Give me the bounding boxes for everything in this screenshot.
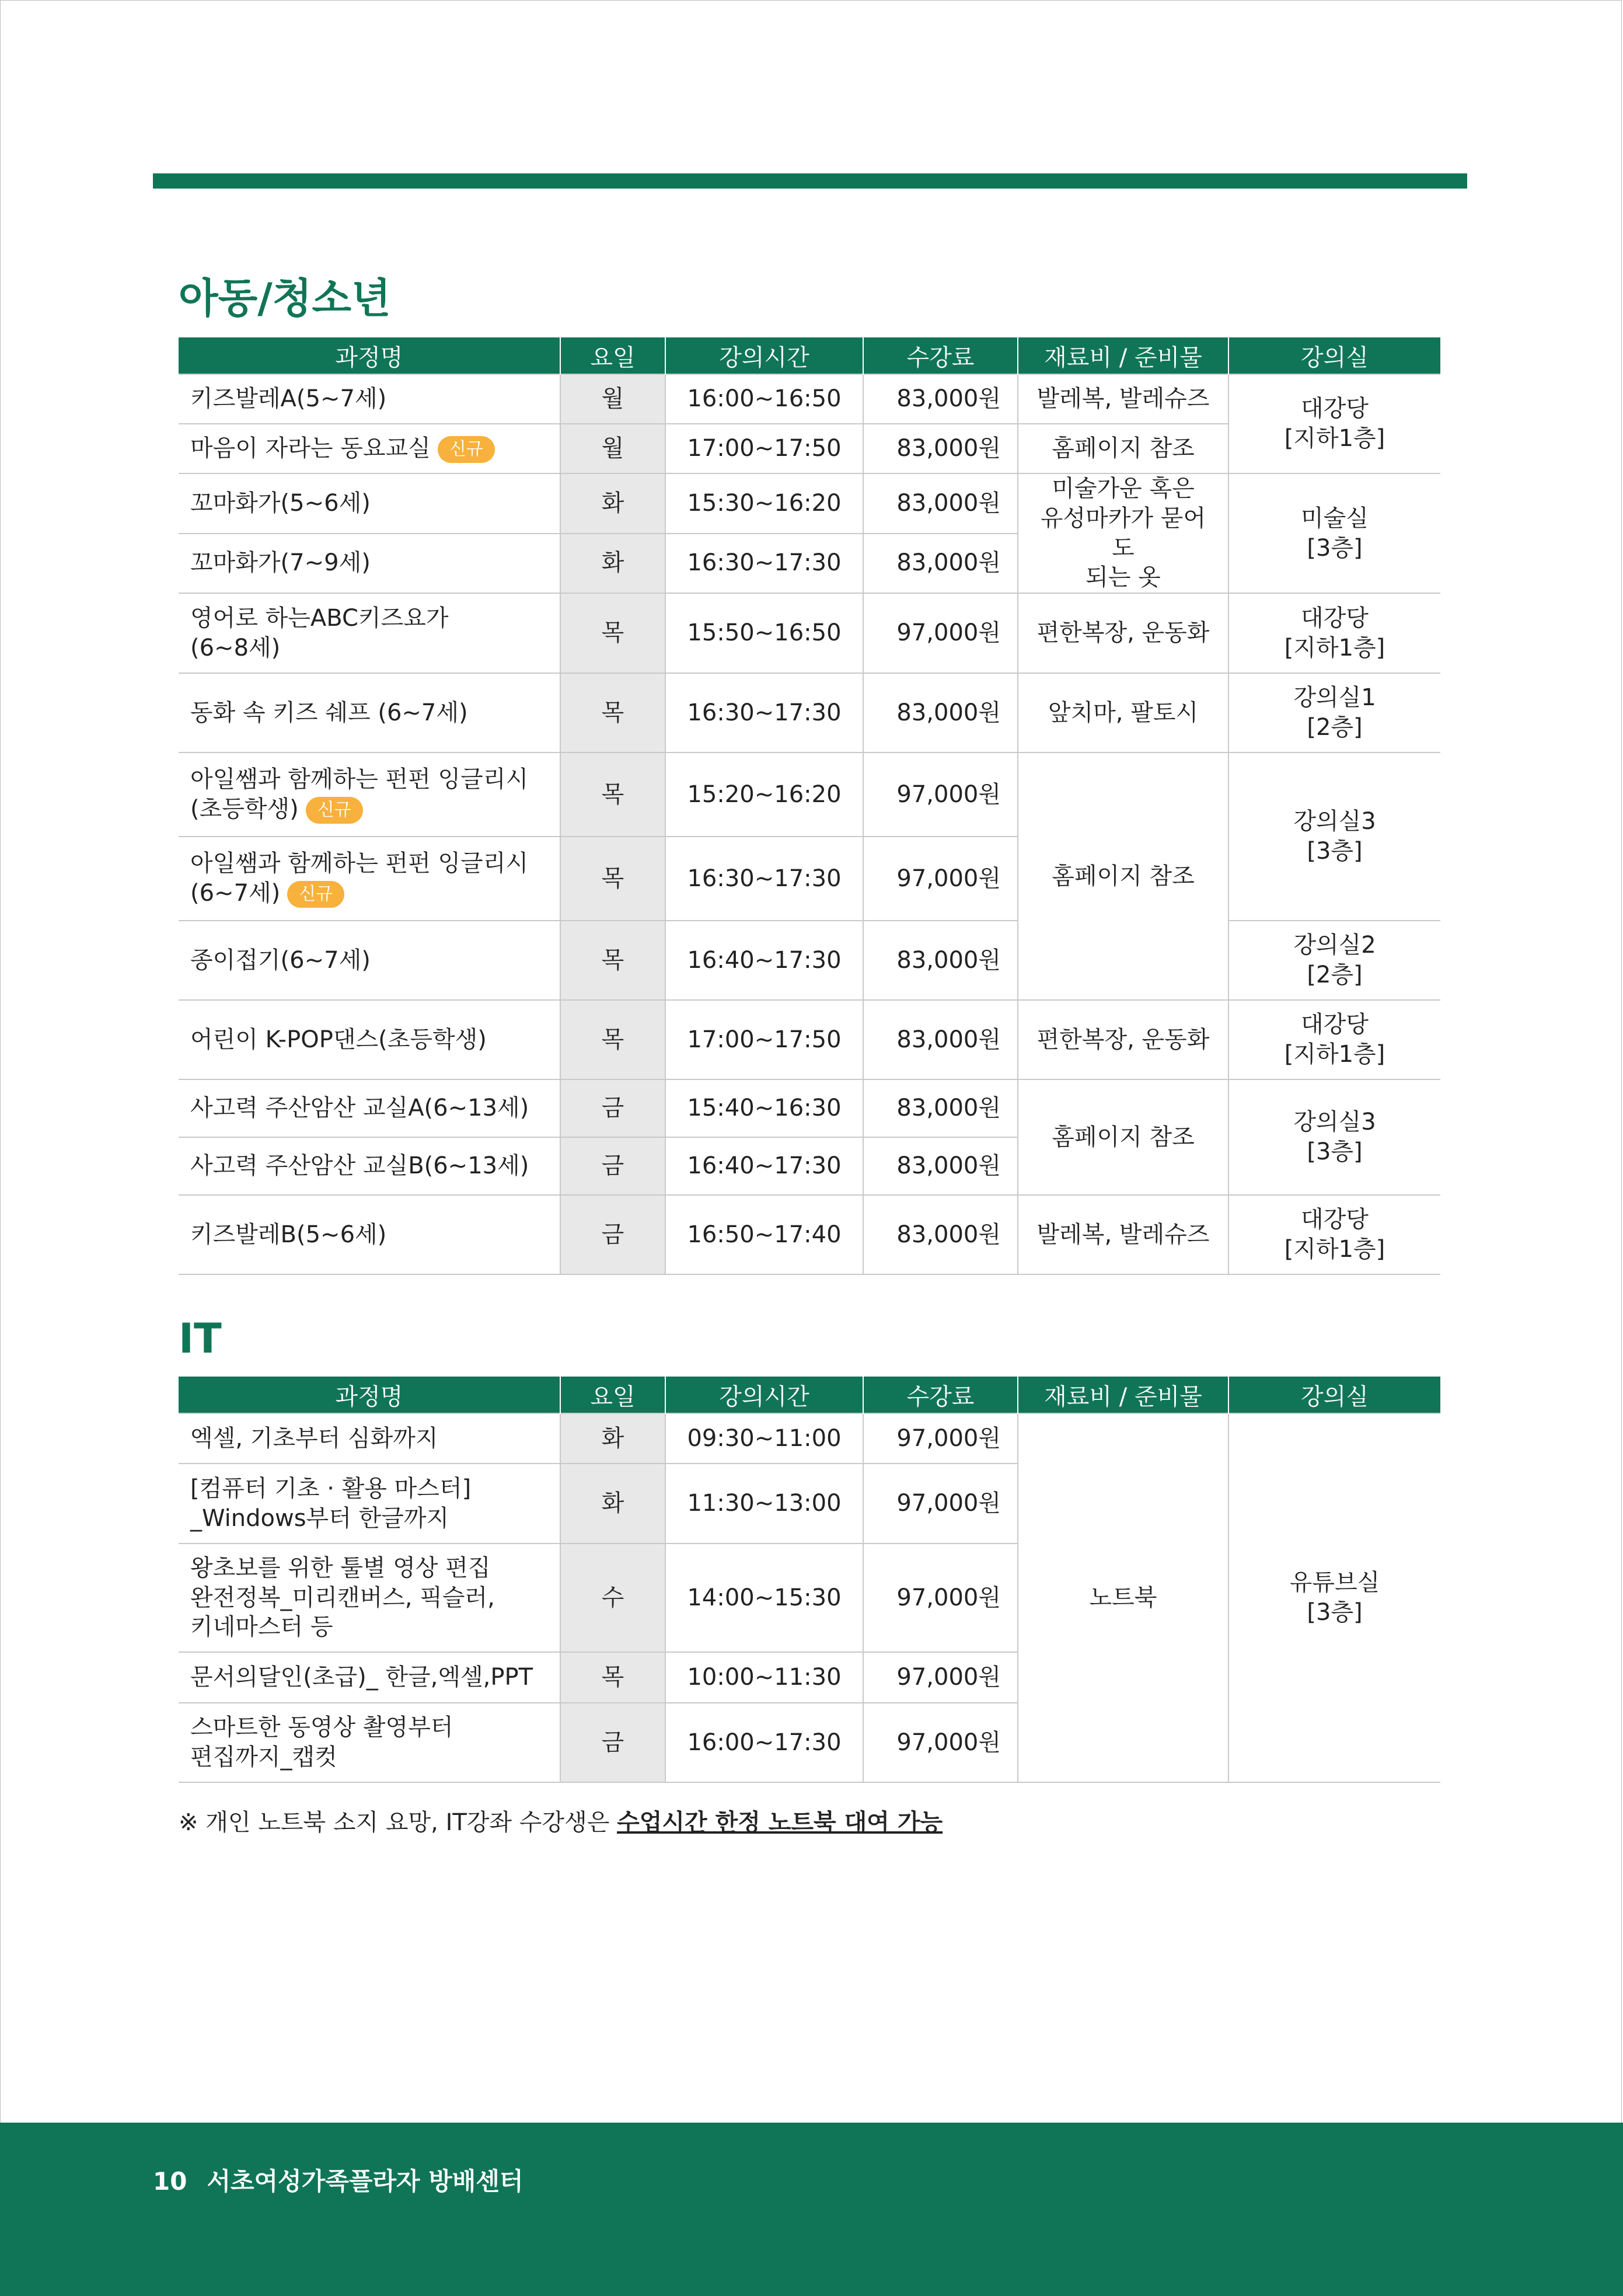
course-fee: 83,000원 <box>863 374 1018 424</box>
course-day: 금 <box>560 1703 665 1782</box>
course-fee: 83,000원 <box>863 473 1018 534</box>
course-day: 목 <box>560 837 665 921</box>
course-room: 강의실2 [2층] <box>1228 921 1440 1000</box>
course-fee: 97,000원 <box>863 593 1018 673</box>
course-material: 홈페이지 참조 <box>1018 1079 1228 1195</box>
header-course: 과정명 <box>179 337 560 374</box>
course-name: 키즈발레B(5~6세) <box>179 1195 560 1274</box>
header-fee: 수강료 <box>863 1377 1018 1413</box>
header-material: 재료비 / 준비물 <box>1018 1377 1228 1413</box>
course-material: 노트북 <box>1018 1413 1228 1782</box>
course-day: 목 <box>560 593 665 673</box>
course-time: 16:00~17:30 <box>665 1703 863 1782</box>
course-material: 편한복장, 운동화 <box>1018 593 1228 673</box>
course-name: 종이접기(6~7세) <box>179 921 560 1000</box>
course-name: 왕초보를 위한 툴별 영상 편집 완전정복_미리캔버스, 픽슬러, 키네마스터 등 <box>179 1544 560 1652</box>
course-name: 꼬마화가(5~6세) <box>179 473 560 534</box>
course-fee: 97,000원 <box>863 1652 1018 1703</box>
course-time: 09:30~11:00 <box>665 1413 863 1464</box>
course-name: 동화 속 키즈 쉐프 (6~7세) <box>179 673 560 752</box>
course-day: 월 <box>560 424 665 473</box>
course-room: 대강당 [지하1층] <box>1228 374 1440 473</box>
course-fee: 97,000원 <box>863 837 1018 921</box>
course-name: 아일쌤과 함께하는 펀펀 잉글리시 (초등학생) <box>190 766 529 823</box>
header-day: 요일 <box>560 1377 665 1413</box>
course-day: 금 <box>560 1195 665 1274</box>
it-schedule-table <box>179 1377 1440 1783</box>
course-name: 문서의달인(초급)_ 한글,엑셀,PPT <box>179 1652 560 1703</box>
course-day: 화 <box>560 473 665 534</box>
course-name: 엑셀, 기초부터 심화까지 <box>179 1413 560 1464</box>
course-room: 강의실3 [3층] <box>1228 1079 1440 1195</box>
table-row <box>179 374 1440 424</box>
table-row <box>179 673 1440 752</box>
course-room: 유튜브실 [3층] <box>1228 1413 1440 1782</box>
course-fee: 97,000원 <box>863 752 1018 837</box>
course-time: 16:30~17:30 <box>665 534 863 594</box>
course-day: 화 <box>560 1413 665 1464</box>
header-room: 강의실 <box>1228 1377 1440 1413</box>
course-fee: 83,000원 <box>863 921 1018 1000</box>
kids-schedule-table <box>179 337 1440 1275</box>
course-material: 앞치마, 팔토시 <box>1018 673 1228 752</box>
course-time: 11:30~13:00 <box>665 1464 863 1544</box>
course-day: 목 <box>560 752 665 837</box>
course-fee: 83,000원 <box>863 1137 1018 1195</box>
course-name-cell <box>179 752 560 837</box>
header-time: 강의시간 <box>665 1377 863 1413</box>
course-name: 스마트한 동영상 촬영부터 편집까지_캡컷 <box>179 1703 560 1782</box>
top-rule <box>153 173 1467 189</box>
table-row <box>179 1413 1440 1464</box>
course-time: 16:40~17:30 <box>665 921 863 1000</box>
course-time: 15:50~16:50 <box>665 593 863 673</box>
course-day: 월 <box>560 374 665 424</box>
course-material: 발레복, 발레슈즈 <box>1018 374 1228 424</box>
course-room: 대강당 [지하1층] <box>1228 1195 1440 1274</box>
course-material: 편한복장, 운동화 <box>1018 1000 1228 1079</box>
section-title-it: IT <box>179 1315 222 1363</box>
course-time: 16:40~17:30 <box>665 1137 863 1195</box>
course-day: 화 <box>560 1464 665 1544</box>
course-fee: 97,000원 <box>863 1413 1018 1464</box>
footer-band <box>0 2123 1623 2296</box>
course-day: 금 <box>560 1079 665 1137</box>
course-fee: 83,000원 <box>863 424 1018 473</box>
course-time: 16:30~17:30 <box>665 837 863 921</box>
header-time: 강의시간 <box>665 337 863 374</box>
course-time: 16:00~16:50 <box>665 374 863 424</box>
course-time: 14:00~15:30 <box>665 1544 863 1652</box>
course-name-cell <box>179 424 560 473</box>
table-row <box>179 921 1440 1000</box>
course-day: 목 <box>560 921 665 1000</box>
course-fee: 83,000원 <box>863 1079 1018 1137</box>
course-room: 대강당 [지하1층] <box>1228 1000 1440 1079</box>
course-time: 10:00~11:30 <box>665 1652 863 1703</box>
course-time: 16:50~17:40 <box>665 1195 863 1274</box>
course-day: 수 <box>560 1544 665 1652</box>
section-title-kids: 아동/청소년 <box>179 274 391 322</box>
table-row <box>179 1195 1440 1274</box>
footer-org: 서초여성가족플라자 방배센터 <box>207 2167 523 2196</box>
course-fee: 97,000원 <box>863 1464 1018 1544</box>
course-room: 미술실 [3층] <box>1228 473 1440 593</box>
course-name: 마음이 자라는 동요교실 <box>190 435 431 462</box>
course-fee: 97,000원 <box>863 1544 1018 1652</box>
course-time: 17:00~17:50 <box>665 424 863 473</box>
course-time: 17:00~17:50 <box>665 1000 863 1079</box>
course-fee: 83,000원 <box>863 1000 1018 1079</box>
table-row <box>179 473 1440 534</box>
course-material: 발레복, 발레슈즈 <box>1018 1195 1228 1274</box>
page-number: 10 <box>153 2167 187 2196</box>
course-name: 아일쌤과 함께하는 펀펀 잉글리시 (6~7세) <box>190 850 529 907</box>
course-name: 사고력 주산암산 교실B(6~13세) <box>179 1137 560 1195</box>
course-room: 강의실1 [2층] <box>1228 673 1440 752</box>
table-header-row <box>179 1377 1440 1413</box>
course-time: 16:30~17:30 <box>665 673 863 752</box>
note-prefix: ※ 개인 노트북 소지 요망, IT강좌 수강생은 <box>179 1809 617 1836</box>
course-time: 15:20~16:20 <box>665 752 863 837</box>
course-day: 목 <box>560 1652 665 1703</box>
course-day: 목 <box>560 673 665 752</box>
course-fee: 83,000원 <box>863 673 1018 752</box>
header-material: 재료비 / 준비물 <box>1018 337 1228 374</box>
course-time: 15:40~16:30 <box>665 1079 863 1137</box>
course-name: 영어로 하는ABC키즈요가 (6~8세) <box>179 593 560 673</box>
course-material: 홈페이지 참조 <box>1018 424 1228 473</box>
table-header-row <box>179 337 1440 374</box>
course-name: 사고력 주산암산 교실A(6~13세) <box>179 1079 560 1137</box>
course-name-cell <box>179 837 560 921</box>
header-course: 과정명 <box>179 1377 560 1413</box>
new-badge: 신규 <box>287 881 344 908</box>
course-material: 미술가운 혹은 유성마카가 묻어도 되는 옷 <box>1018 473 1228 593</box>
table-row <box>179 593 1440 673</box>
course-name: 어린이 K-POP댄스(초등학생) <box>179 1000 560 1079</box>
course-day: 화 <box>560 534 665 594</box>
header-room: 강의실 <box>1228 337 1440 374</box>
course-material: 홈페이지 참조 <box>1018 752 1228 1000</box>
note-emphasis: 수업시간 한정 노트북 대여 가능 <box>617 1809 943 1836</box>
course-fee: 83,000원 <box>863 1195 1018 1274</box>
table-row <box>179 1000 1440 1079</box>
new-badge: 신규 <box>438 436 495 463</box>
footer-text <box>153 2162 523 2197</box>
table-row <box>179 752 1440 837</box>
table-row <box>179 1079 1440 1137</box>
laptop-note <box>179 1804 943 1837</box>
course-name: 키즈발레A(5~7세) <box>179 374 560 424</box>
course-room: 대강당 [지하1층] <box>1228 593 1440 673</box>
course-time: 15:30~16:20 <box>665 473 863 534</box>
course-day: 목 <box>560 1000 665 1079</box>
course-fee: 97,000원 <box>863 1703 1018 1782</box>
course-name: [컴퓨터 기초 · 활용 마스터] _Windows부터 한글까지 <box>179 1464 560 1544</box>
course-room: 강의실3 [3층] <box>1228 752 1440 921</box>
course-name: 꼬마화가(7~9세) <box>179 534 560 594</box>
header-fee: 수강료 <box>863 337 1018 374</box>
header-day: 요일 <box>560 337 665 374</box>
course-fee: 83,000원 <box>863 534 1018 594</box>
new-badge: 신규 <box>306 797 363 824</box>
course-day: 금 <box>560 1137 665 1195</box>
